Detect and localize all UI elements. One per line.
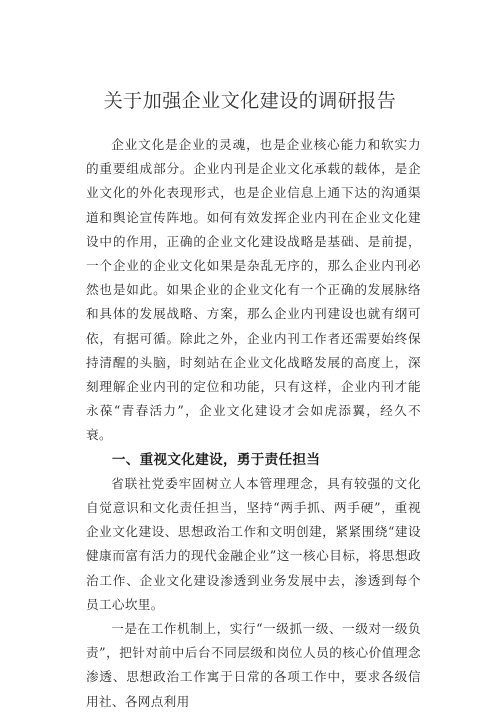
document-title: 关于加强企业文化建设的调研报告 (103, 90, 397, 112)
section-paragraph: 一是在工作机制上，实行“一级抓一级、一级对一级负责”，把针对前中后台不同层级和岗位人员的核心价值理念渗透、思想政治工作寓于日常的各项工作中，要求各级信用社、各网点利用 (86, 621, 421, 709)
document-body (86, 133, 421, 714)
section-heading: 一、重视文化建设，勇于责任担当 (111, 451, 321, 468)
intro-paragraph: 企业文化是企业的灵魂，也是企业核心能力和软实力的重要组成部分。企业内刊是企业文化承载的载体，是企业文化的外化表现形式，也是企业信息上通下达的沟通渠道和舆论宣传阵地。如何有效发挥企业内刊在企业文化建设中的作用，正确的企业文化建设战略是基础、是前提，一个企业的企业文化如果是杂乱无序的，那么企业内刊必然也是如此。如果企业的企业文化有一个正确的发展脉络和具体的发展战略、方案，那么企业内刊建设也就有纲可依，有据可循。除此之外，企业内刊工作者还需要始终保持清醒的头脑，时刻站在企业文化战略发展的高度上，深刻理解企业内刊的定位和功能，只有这样，企业内刊才能永葆“青春活力”，企业文化建设才会如虎添翼，经久不衰。 (86, 137, 421, 443)
section-paragraph: 省联社党委牢固树立人本管理理念，具有较强的文化自觉意识和文化责任担当，坚持“两手抓、两手硬”，重视企业文化建设、思想政治工作和文明创建，紧紧围绕“建设健康而富有活力的现代金融企业”这一核心目标，将思想政治工作、企业文化建设渗透到业务发展中去，渗透到每个员工心坎里。 (86, 475, 421, 612)
